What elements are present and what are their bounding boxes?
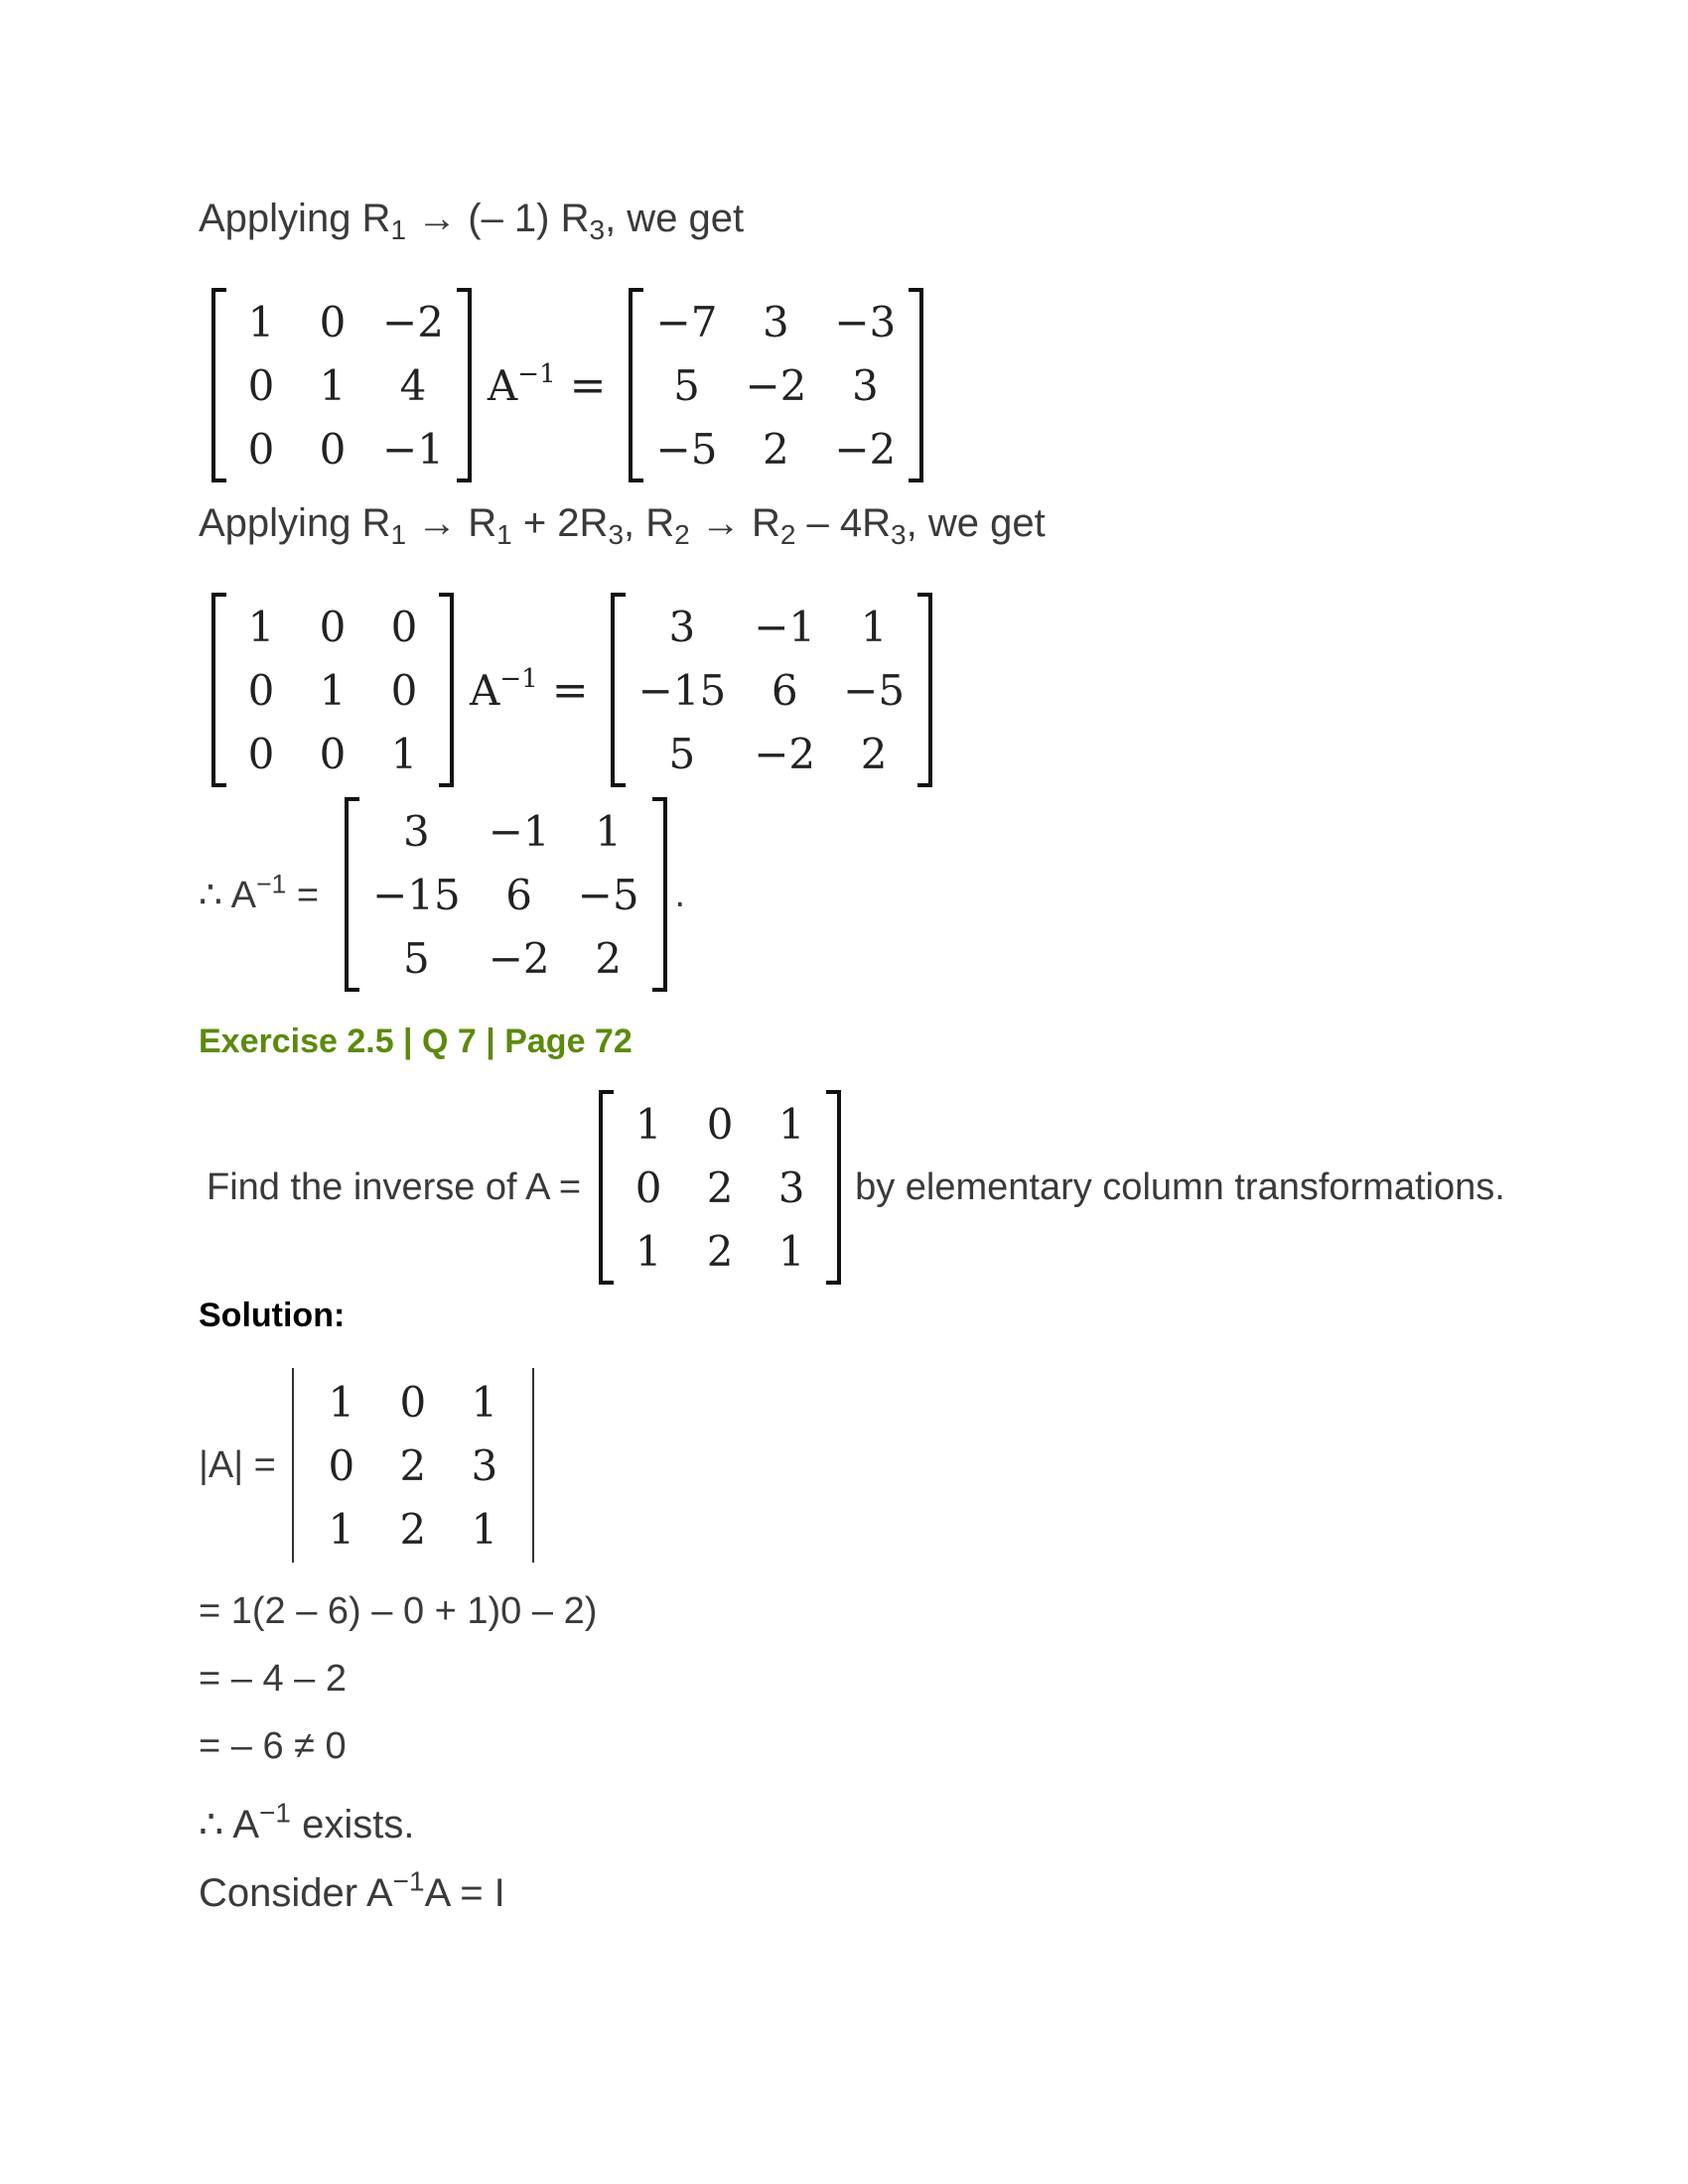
matrix-cell: 0	[319, 602, 347, 651]
matrix-cell: 2	[706, 1226, 734, 1276]
equals-sign: =	[569, 359, 607, 411]
matrix-cell: 0	[319, 424, 347, 474]
a-inverse: $A^{-1}$	[470, 663, 538, 715]
matrix-cell: 1	[328, 1504, 355, 1554]
matrix-cell: 1	[328, 1377, 355, 1427]
result-equation	[199, 797, 685, 992]
matrix-cell: 5	[673, 360, 700, 410]
matrix-row	[225, 417, 458, 480]
matrix-cell: 1	[777, 1226, 805, 1276]
matrix-cell: −2	[488, 933, 550, 983]
matrix-row	[306, 1497, 520, 1561]
matrix-cell: 2	[399, 1504, 427, 1554]
step1-text	[199, 197, 745, 245]
subscript: 1	[390, 213, 407, 245]
matrix-cell: 0	[328, 1440, 355, 1490]
matrix-cell: 3	[471, 1440, 498, 1490]
matrix-cell: 1	[634, 1226, 662, 1276]
matrix-cell: 0	[390, 602, 418, 651]
step1-right-matrix	[629, 288, 924, 482]
det-label: |A| =	[199, 1443, 276, 1486]
matrix-row	[225, 290, 458, 353]
matrix-cell: −1	[754, 602, 816, 651]
matrix-row	[225, 658, 440, 722]
matrix-cell: 0	[247, 424, 275, 474]
matrix-cell: −1	[488, 806, 550, 856]
matrix-cell: 6	[505, 870, 533, 919]
matrix-cell: 3	[851, 360, 879, 410]
calc-line: = – 4 – 2	[199, 1658, 347, 1700]
matrix-cell: −2	[382, 297, 444, 346]
matrix-cell: 1	[319, 360, 347, 410]
matrix-cell: −5	[577, 870, 639, 919]
matrix-cell: 1	[595, 806, 622, 856]
matrix-cell: 1	[860, 602, 888, 651]
matrix-cell: 1	[319, 665, 347, 715]
matrix-row	[613, 1092, 827, 1156]
matrix-cell: 2	[706, 1162, 734, 1212]
matrix-cell: 3	[668, 602, 696, 651]
subscript: 3	[589, 213, 606, 245]
step2-right-matrix	[611, 593, 932, 787]
matrix-cell: 3	[763, 297, 789, 346]
matrix-row	[625, 595, 918, 658]
question	[207, 1090, 1505, 1285]
matrix-cell: 0	[247, 729, 275, 778]
matrix-cell: 0	[634, 1162, 662, 1212]
matrix-row	[225, 722, 440, 785]
matrix-cell: 0	[319, 729, 347, 778]
matrix-cell: 1	[471, 1504, 498, 1554]
step2-left-matrix	[211, 593, 454, 787]
matrix-row	[613, 1219, 827, 1283]
solution-label: Solution:	[199, 1297, 346, 1334]
matrix-cell: 0	[247, 360, 275, 410]
matrix-cell: 4	[399, 360, 427, 410]
matrix-row	[625, 722, 918, 785]
matrix-cell: 5	[403, 933, 430, 983]
matrix-cell: 1	[777, 1099, 805, 1149]
period: .	[674, 873, 686, 915]
matrix-cell: 2	[595, 933, 622, 983]
matrix-cell: −5	[843, 665, 906, 715]
consider-line: Consider $A^{-1}A = I$	[199, 1865, 505, 1915]
determinant	[199, 1368, 542, 1563]
question-text-end: by elementary column transformations.	[855, 1165, 1505, 1208]
text-part: Applying R	[199, 197, 391, 240]
matrix-cell: 1	[634, 1099, 662, 1149]
step2-text: Applying $R_1 \to R_1 + 2R_3$, $R_2 \to R_2 - 4R_3$, we get	[199, 501, 1046, 550]
question-matrix	[599, 1090, 841, 1285]
matrix-cell: 0	[390, 665, 418, 715]
matrix-row	[625, 658, 918, 722]
matrix-row	[358, 926, 652, 990]
text-part: , we get	[605, 197, 745, 240]
matrix-cell: 1	[247, 297, 275, 346]
matrix-row	[225, 595, 440, 658]
matrix-row	[306, 1433, 520, 1497]
calc-line: = – 6 ≠ 0	[199, 1725, 347, 1767]
matrix-cell: 3	[777, 1162, 805, 1212]
step1-left-matrix	[211, 288, 472, 482]
matrix-cell: 1	[471, 1377, 498, 1427]
det-matrix	[292, 1368, 534, 1563]
matrix-row	[306, 1370, 520, 1433]
a-inverse: $A^{-1}$	[487, 358, 556, 410]
matrix-cell: 0	[399, 1377, 427, 1427]
step2-equation	[204, 593, 940, 787]
matrix-cell: 1	[247, 602, 275, 651]
matrix-cell: −15	[372, 870, 461, 919]
result-matrix	[345, 797, 666, 992]
matrix-cell: 0	[706, 1099, 734, 1149]
matrix-row	[358, 863, 652, 926]
matrix-cell: 2	[399, 1440, 427, 1490]
matrix-cell: 1	[390, 729, 418, 778]
matrix-row	[358, 799, 652, 863]
matrix-row	[642, 417, 911, 480]
matrix-cell: 2	[860, 729, 888, 778]
matrix-row	[642, 353, 911, 417]
matrix-cell: −5	[655, 424, 718, 474]
matrix-cell: 0	[319, 297, 347, 346]
matrix-cell: 0	[247, 665, 275, 715]
matrix-cell: −2	[834, 424, 897, 474]
matrix-row	[613, 1156, 827, 1219]
exists-line: ∴ $A^{-1}$ exists.	[199, 1797, 415, 1846]
matrix-row	[642, 290, 911, 353]
matrix-cell: −1	[382, 424, 444, 474]
matrix-cell: 2	[763, 424, 789, 474]
step1-equation	[204, 288, 931, 482]
matrix-cell: −7	[655, 297, 718, 346]
matrix-cell: −15	[637, 665, 727, 715]
calc-line: = 1(2 – 6) – 0 + 1)0 – 2)	[199, 1590, 598, 1632]
equals-sign: =	[551, 664, 589, 716]
text-part: → (– 1) R	[406, 197, 590, 240]
matrix-cell: −3	[834, 297, 897, 346]
result-label: ∴ $A^{-1}$ =	[199, 868, 320, 916]
matrix-row	[225, 353, 458, 417]
question-heading: Exercise 2.5 | Q 7 | Page 72	[199, 1023, 633, 1060]
matrix-cell: 5	[668, 729, 696, 778]
matrix-cell: 6	[771, 665, 798, 715]
matrix-cell: −2	[754, 729, 816, 778]
matrix-cell: 3	[403, 806, 430, 856]
matrix-cell: −2	[745, 360, 807, 410]
question-text: Find the inverse of A =	[207, 1165, 582, 1208]
